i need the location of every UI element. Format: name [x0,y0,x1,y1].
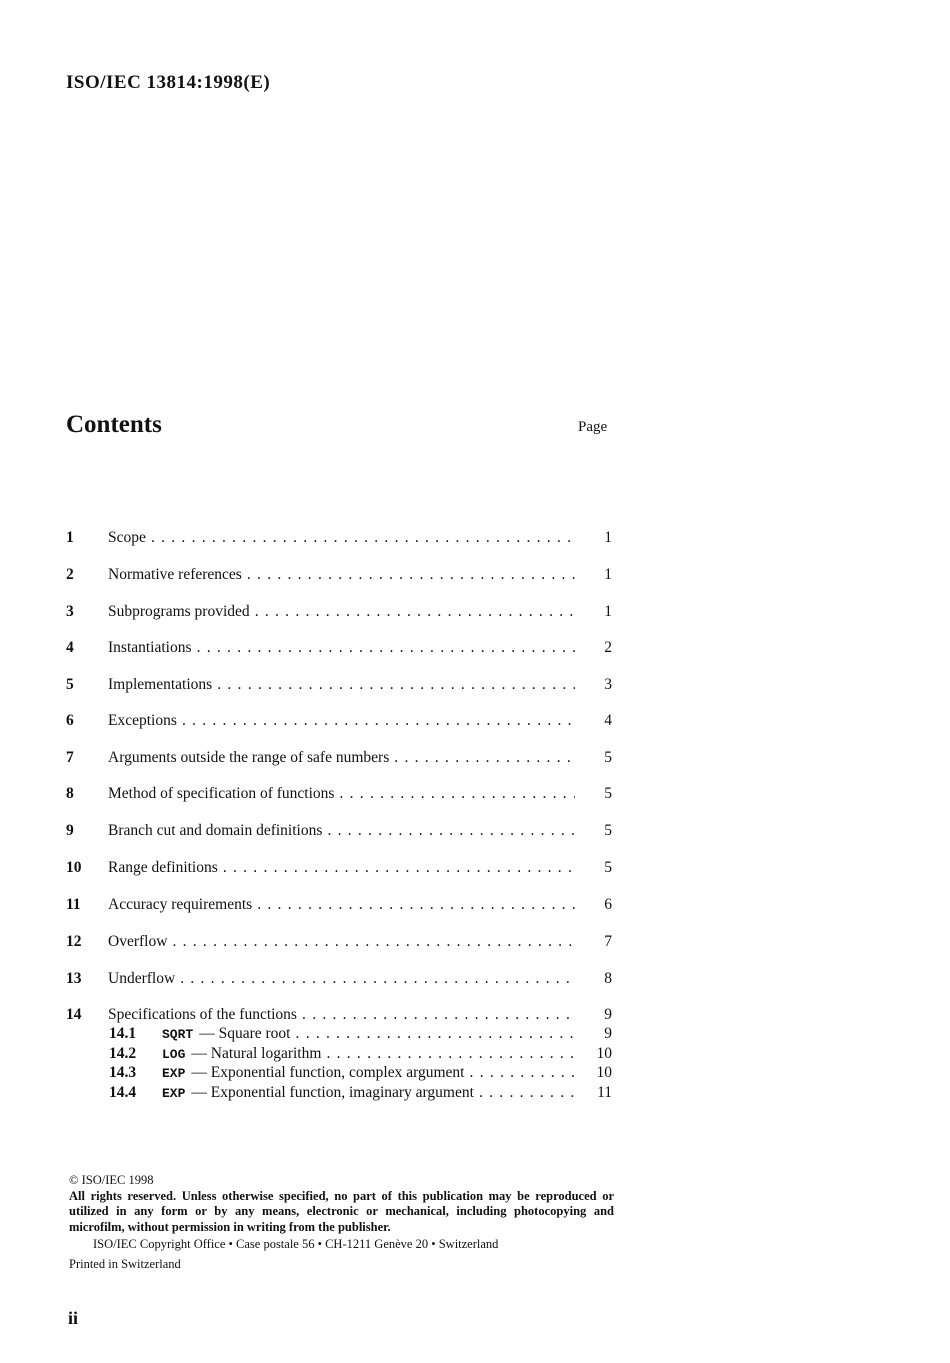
section-number: 13 [66,970,82,987]
section-title: Overflow [108,933,168,950]
section-number: 6 [66,712,74,729]
section-title: Exceptions [108,712,177,729]
page-ref: 4 [604,712,612,729]
toc-entry[interactable] [66,749,612,767]
section-number: 5 [66,676,74,693]
section-number: 3 [66,603,74,620]
function-code: LOG [162,1047,186,1062]
subsection-number: 14.2 [109,1045,137,1062]
page-ref: 9 [604,1025,612,1042]
page-column-label: Page [578,419,608,435]
toc-entry[interactable] [66,859,612,877]
section-number: 12 [66,933,82,950]
section-title: Normative references [108,566,242,583]
section-number: 14 [66,1006,82,1023]
toc-entry[interactable] [66,529,612,547]
page-ref: 10 [596,1064,612,1081]
section-number: 1 [66,529,74,546]
page-ref: 3 [604,676,612,693]
toc-subentry[interactable] [66,1025,612,1044]
page-ref: 10 [596,1045,612,1062]
section-number: 8 [66,785,74,802]
document-header: ISO/IEC 13814:1998(E) [66,72,271,93]
section-title: Arguments outside the range of safe numbers [108,749,390,766]
page-ref: 6 [604,896,612,913]
page-ref: 2 [604,639,612,656]
toc-entry[interactable] [66,970,612,988]
section-title: Accuracy requirements [108,896,253,913]
function-code: EXP [162,1066,186,1081]
section-number: 10 [66,859,82,876]
copyright-notice [69,1173,614,1272]
page-ref: 1 [604,566,612,583]
toc-entry[interactable] [66,603,612,621]
toc-entry[interactable] [66,712,612,730]
section-number: 2 [66,566,74,583]
contents-title: Contents [66,411,162,438]
toc-subentry[interactable] [66,1084,612,1103]
page-ref: 7 [604,933,612,950]
toc-subentry[interactable] [66,1045,612,1064]
subsection-number: 14.4 [109,1084,137,1101]
section-title: Implementations [108,676,213,693]
section-title: Scope [108,529,146,546]
toc-entry[interactable] [66,896,612,914]
page-ref: 5 [604,822,612,839]
section-title: Instantiations [108,639,192,656]
section-title: Branch cut and domain definitions [108,822,323,839]
toc-subentry[interactable] [66,1064,612,1083]
subsection-number: 14.3 [109,1064,137,1081]
section-number: 11 [66,896,81,913]
toc-entry[interactable] [66,566,612,584]
section-title: Method of specification of functions [108,785,335,802]
subsection-number: 14.1 [109,1025,137,1042]
function-code: SQRT [162,1027,194,1042]
subsection-title: — Exponential function, imaginary argument [191,1084,474,1101]
copyright-office-address: ISO/IEC Copyright Office • Case postale 56 • CH-1211 Genève 20 • Switzerland [93,1237,499,1251]
page-ref: 1 [604,603,612,620]
page-ref: 5 [604,859,612,876]
toc-entry[interactable] [66,785,612,803]
copyright-line: © ISO/IEC 1998 [69,1173,154,1187]
section-title: Specifications of the functions [108,1006,297,1023]
section-number: 7 [66,749,74,766]
section-title: Underflow [108,970,176,987]
subsection-title: — Natural logarithm [191,1045,322,1062]
page-ref: 1 [604,529,612,546]
section-title: Subprograms provided [108,603,250,620]
toc-entry[interactable] [66,1006,612,1024]
page-number: ii [68,1308,79,1328]
page-ref: 5 [604,749,612,766]
page-ref: 5 [604,785,612,802]
subsection-title: — Exponential function, complex argument [191,1064,465,1081]
function-code: EXP [162,1086,186,1101]
page-ref: 8 [604,970,612,987]
page-ref: 9 [604,1006,612,1023]
toc-entry[interactable] [66,822,612,840]
section-title: Range definitions [108,859,218,876]
page-ref: 11 [597,1084,612,1101]
toc-entry[interactable] [66,933,612,951]
toc-entry[interactable] [66,639,612,657]
printed-in: Printed in Switzerland [69,1256,181,1271]
toc-entry[interactable] [66,676,612,694]
section-number: 9 [66,822,74,839]
section-number: 4 [66,639,74,656]
subsection-title: — Square root [199,1025,291,1042]
rights-statement: All rights reserved. Unless otherwise specified, no part of this publication may be reproduced or utilized in any form or by any means, electronic or mechanical, including photocopying and microfilm, without permission in writing from the publisher. [69,1188,614,1234]
